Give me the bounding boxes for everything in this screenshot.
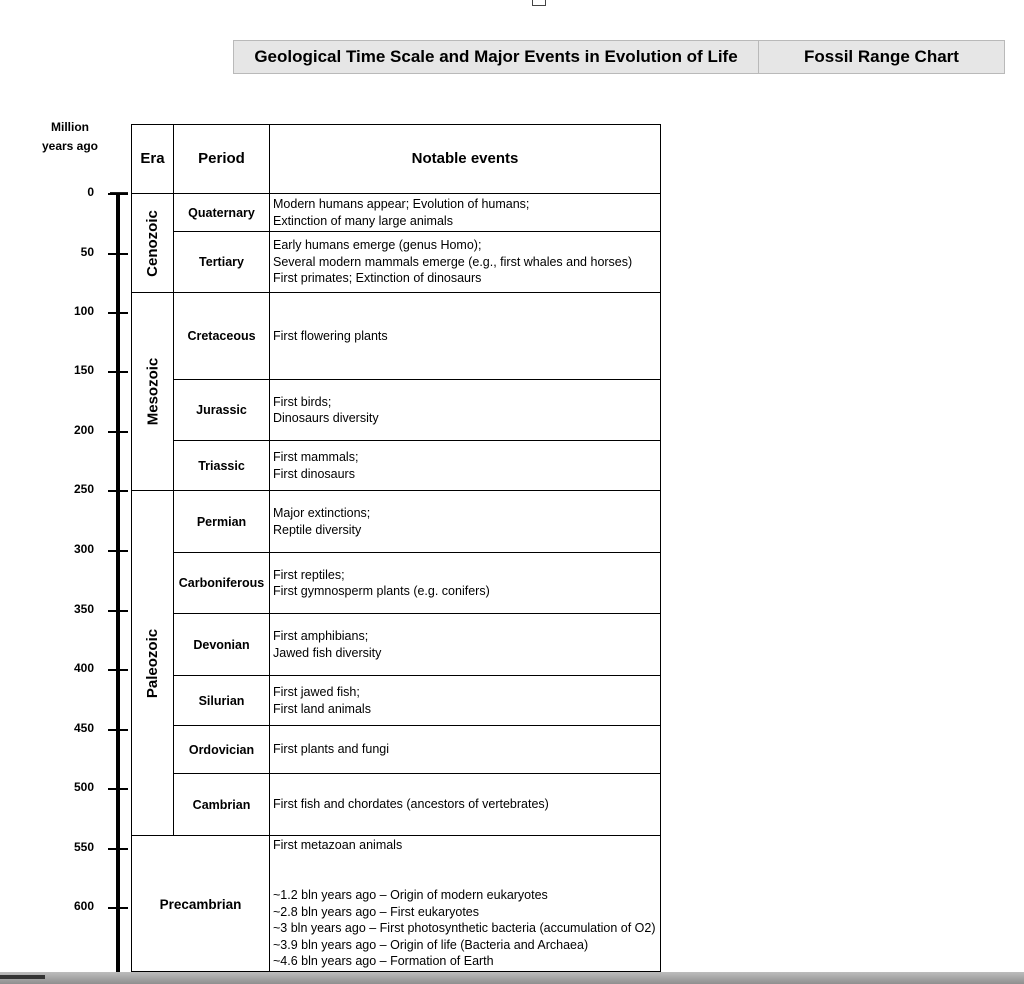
period-devonian: Devonian <box>193 637 250 652</box>
era-mesozoic <box>132 293 173 490</box>
tab-geological-time-scale[interactable]: Geological Time Scale and Major Events in Evolution of Life <box>233 40 759 74</box>
axis-tick <box>108 610 128 612</box>
header-era: Era <box>140 150 165 167</box>
tab-fossil-range-chart[interactable]: Fossil Range Chart <box>758 40 1005 74</box>
axis-tick-label: 100 <box>73 304 94 318</box>
event-line: Reptile diversity <box>273 522 362 537</box>
event-line: First land animals <box>273 701 371 716</box>
era-mesozoic-label: Mesozoic <box>144 357 162 426</box>
event-line: First fish and chordates (ancestors of vertebrates) <box>273 797 549 812</box>
axis-tick-label: 150 <box>73 363 94 377</box>
event-line: Dinosaurs diversity <box>273 411 379 425</box>
event-line: First birds; <box>273 394 332 409</box>
axis-tick-label: 300 <box>73 542 94 556</box>
event-line: Modern humans appear; Evolution of humans; <box>273 197 530 211</box>
events-silurian <box>273 684 659 717</box>
events-carboniferous <box>273 567 659 600</box>
event-line: Early humans emerge (genus Homo); <box>273 238 482 253</box>
axis-tick-label: 200 <box>73 423 94 437</box>
event-line: ~4.6 bln years ago – Formation of Earth <box>273 954 494 968</box>
event-line: First metazoan animals <box>273 838 403 852</box>
period-jurassic: Jurassic <box>196 403 247 417</box>
events-ordovician <box>273 741 659 758</box>
horizontal-scrollbar[interactable] <box>0 972 1024 984</box>
axis-tick-label: 600 <box>73 899 94 913</box>
event-line: ~3 bln years ago – First photosynthetic bacteria (accumulation of O2) <box>273 921 656 935</box>
axis-tick-label: 450 <box>73 721 94 735</box>
events-devonian <box>273 628 659 661</box>
events-permian <box>273 505 659 538</box>
precambrian-events <box>273 837 659 854</box>
header-period: Period <box>198 150 245 167</box>
era-precambrian: Precambrian <box>159 896 242 912</box>
event-line: First primates; Extinction of dinosaurs <box>273 271 482 286</box>
axis-tick <box>108 669 128 671</box>
period-cretaceous: Cretaceous <box>187 329 256 343</box>
axis-title-line2: years ago <box>41 139 99 153</box>
period-triassic: Triassic <box>198 458 245 473</box>
period-quaternary: Quaternary <box>188 205 255 220</box>
event-line: First reptiles; <box>273 567 345 582</box>
era-paleozoic <box>132 491 173 835</box>
axis-tick <box>108 312 128 314</box>
event-line: First dinosaurs <box>273 466 355 481</box>
axis-title-line1: Million <box>51 120 89 134</box>
period-silurian: Silurian <box>198 693 245 708</box>
event-line: ~1.2 bln years ago – Origin of modern eukaryotes <box>273 888 548 902</box>
precambrian-events-list <box>273 887 659 970</box>
period-tertiary: Tertiary <box>199 255 244 269</box>
axis-tick-label: 250 <box>73 482 94 496</box>
period-cambrian: Cambrian <box>192 797 251 812</box>
axis-tick-label: 400 <box>73 661 94 675</box>
period-carboniferous: Carboniferous <box>178 576 265 590</box>
divider <box>269 124 270 972</box>
era-cenozoic <box>132 194 173 292</box>
events-triassic <box>273 449 659 482</box>
axis-tick-label: 550 <box>73 840 94 854</box>
axis-tick-label: 50 <box>80 245 94 259</box>
event-line: ~3.9 bln years ago – Origin of life (Bacteria and Archaea) <box>273 937 589 952</box>
axis-tick <box>108 788 128 790</box>
window-marker-icon <box>532 0 546 6</box>
time-axis-line <box>116 192 120 972</box>
header-notable-events: Notable events <box>411 150 519 167</box>
events-cambrian <box>273 796 659 813</box>
axis-tick <box>108 371 128 373</box>
event-line: ~2.8 bln years ago – First eukaryotes <box>273 904 480 919</box>
event-line: First gymnosperm plants (e.g. conifers) <box>273 584 490 598</box>
axis-tick-label: 0 <box>87 185 94 199</box>
event-line: Several modern mammals emerge (e.g., first whales and horses) <box>273 254 633 269</box>
axis-tick-label: 500 <box>73 780 94 794</box>
period-ordovician: Ordovician <box>188 742 255 757</box>
event-line: Extinction of many large animals <box>273 213 453 228</box>
axis-tick <box>108 193 128 195</box>
event-line: First mammals; <box>273 450 359 464</box>
scrollbar-thumb[interactable] <box>0 975 45 979</box>
axis-title <box>30 118 110 156</box>
axis-tick <box>108 253 128 255</box>
axis-tick <box>108 550 128 552</box>
axis-tick-label: 350 <box>73 602 94 616</box>
event-line: First jawed fish; <box>273 685 360 699</box>
event-line: First flowering plants <box>273 328 388 343</box>
era-paleozoic-label: Paleozoic <box>144 628 162 698</box>
axis-tick <box>108 907 128 909</box>
event-line: First amphibians; <box>273 629 369 643</box>
event-line: First plants and fungi <box>273 742 390 757</box>
event-line: Jawed fish diversity <box>273 645 382 660</box>
event-line: Major extinctions; <box>273 506 371 520</box>
axis-tick <box>108 729 128 731</box>
events-tertiary <box>273 237 659 287</box>
axis-tick <box>108 490 128 492</box>
axis-tick <box>108 431 128 433</box>
events-cretaceous <box>273 328 659 345</box>
events-jurassic <box>273 394 659 427</box>
era-cenozoic-label: Cenozoic <box>144 209 161 277</box>
axis-tick <box>108 848 128 850</box>
period-permian: Permian <box>196 514 247 529</box>
events-quaternary <box>273 196 659 229</box>
